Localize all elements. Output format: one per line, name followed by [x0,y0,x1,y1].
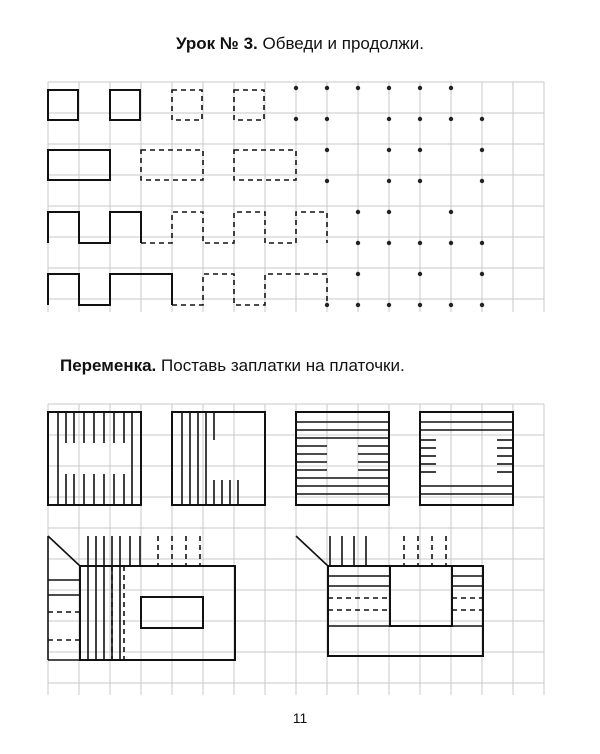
guide-dot [418,272,422,276]
guide-dot [356,210,360,214]
guide-dot [418,117,422,121]
guide-dot [418,179,422,183]
row-2-dots [325,148,484,183]
guide-dot [356,86,360,90]
meander-solid [48,212,141,243]
guide-dot [418,86,422,90]
guide-dot [387,210,391,214]
guide-dot [294,117,298,121]
guide-dot [480,117,484,121]
row-3-meander [48,212,327,243]
guide-dot [325,86,329,90]
guide-dot [480,148,484,152]
guide-dot [356,241,360,245]
guide-dot [480,179,484,183]
guide-dot [387,179,391,183]
break-title-bold: Переменка. [60,356,157,375]
square-solid [110,90,140,120]
guide-dot [387,86,391,90]
guide-dot [387,241,391,245]
square-solid [48,90,78,120]
row-4-meander [48,274,327,305]
meander-wide-dashed [172,274,327,305]
handkerchief-4 [420,412,513,505]
guide-dot [325,148,329,152]
handkerchief-2 [172,412,265,505]
grid-top [48,82,544,312]
handkerchief-3 [296,412,389,505]
lesson-title-bold: Урок № 3. [175,34,258,53]
lesson-title-text: Обведи и продолжи. [262,34,424,53]
guide-dot [325,303,329,307]
guide-dot [294,86,298,90]
guide-dot [387,303,391,307]
square-dashed [172,90,202,120]
page-number: 11 [292,710,308,726]
break-title-text: Поставь заплатки на платочки. [161,356,405,375]
row-4-dots [325,272,484,307]
guide-dot [418,148,422,152]
guide-dot [449,210,453,214]
meander-wide-solid [48,274,172,305]
handkerchief-1 [48,412,141,505]
square-dashed [234,90,264,120]
guide-dot [387,148,391,152]
guide-dot [325,179,329,183]
guide-dot [480,303,484,307]
guide-dot [449,117,453,121]
guide-dot [449,86,453,90]
guide-dot [387,117,391,121]
guide-dot [356,272,360,276]
guide-dot [449,303,453,307]
guide-dot [325,117,329,121]
guide-dot [449,241,453,245]
guide-dot [418,241,422,245]
guide-dot [418,303,422,307]
row-1-squares [48,90,264,120]
guide-dot [356,303,360,307]
guide-dot [480,272,484,276]
guide-dot [480,241,484,245]
